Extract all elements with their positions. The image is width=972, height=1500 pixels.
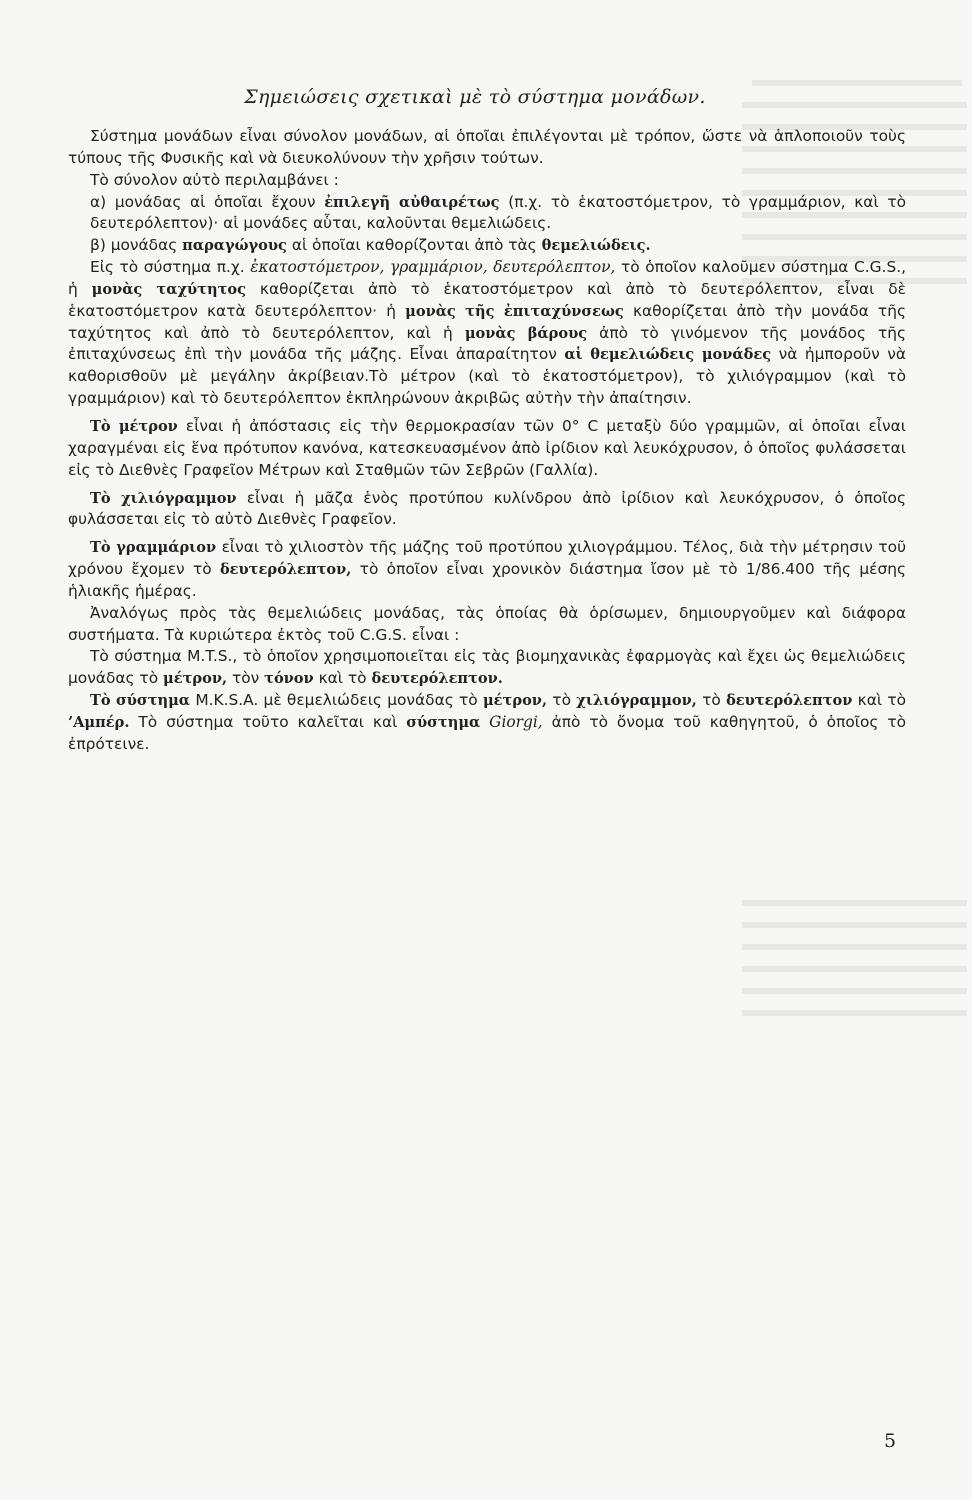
paragraph-derived-units: β) μονάδας παραγώγους αἱ ὁποῖαι καθορίζονται ἀπὸ τὰς θεμελιώδεις. [90, 236, 651, 255]
paragraph-metre: Τὸ μέτρον εἶναι ἡ ἀπόστασις εἰς τὴν θερμοκρασίαν τῶν 0° C μεταξὺ δύο γραμμῶν, αἱ ὁποῖαι εἶναι χαραγμέναι εἰς ἕνα πρότυπον κανόνα, κατεσκευασμένον ἀπὸ ἰρίδιον καὶ λευκόχρυσον, ὁ ὁποῖος φυλάσσεται εἰς τὸ Διεθνὲς Γραφεῖον Μέτρων καὶ Σταθμῶν τῶν Σεβρῶν (Γαλλία). [68, 416, 906, 479]
paragraph-gram: Τὸ γραμμάριον εἶναι τὸ χιλιοστὸν τῆς μάζης τοῦ προτύπου χιλιογράμμου. Τέλος, διὰ τὴν μέτρησιν τοῦ χρόνου ἔχομεν τὸ δευτερόλεπτον, τὸ ὁποῖον εἶναι χρονικὸν διάστημα ἴσον μὲ τὸ 1/86.400 τῆς μέσης ἡλιακῆς ἡμέρας. [68, 538, 907, 600]
paragraph-fundamental-units: α) μονάδας αἱ ὁποῖαι ἔχουν ἐπιλεγῆ αὐθαιρέτως (π.χ. τὸ ἑκατοστόμετρον, τὸ γραμμάριον, καὶ τὸ δευτερόλεπτον)· αἱ μονάδες αὗται, καλοῦνται θεμελιώδεις. [90, 192, 907, 233]
page-title: Σημειώσεις σχετικαὶ μὲ τὸ σύστημα μονάδων. [244, 86, 706, 108]
page-number: 5 [884, 1430, 897, 1452]
paragraph-other-systems: Ἀναλόγως πρὸς τὰς θεμελιώδεις μονάδας, τὰς ὁποίας θὰ ὁρίσωμεν, δημιουργοῦμεν καὶ διάφορα συστήματα. Τὰ κυριώτερα ἐκτὸς τοῦ C.G.S. εἶναι : [68, 603, 906, 644]
paragraph-includes: Τὸ σύνολον αὐτὸ περιλαμβάνει : [90, 170, 339, 189]
paragraph-mts-system: Τὸ σύστημα M.T.S., τὸ ὁποῖον χρησιμοποιεῖται εἰς τὰς βιομηχανικὰς ἐφαρμογὰς καὶ ἔχει ὡς θεμελιώδεις μονάδας τὸ μέτρον, τὸν τόνον καὶ τὸ δευτερόλεπτον. [68, 647, 906, 688]
paragraph-mksa-system: Τὸ σύστημα M.K.S.A. μὲ θεμελιώδεις μονάδας τὸ μέτρον, τὸ χιλιόγραμμον, τὸ δευτερόλεπτον καὶ τὸ ’Αμπέρ. Τὸ σύστημα τοῦτο καλεῖται καὶ σύστημα Giorgi, ἀπὸ τὸ ὄνομα τοῦ καθηγητοῦ, ὁ ὁποῖος τὸ ἐπρότεινε. [68, 691, 907, 753]
paragraph-definition: Σύστημα μονάδων εἶναι σύνολον μονάδων, αἱ ὁποῖαι ἐπιλέγονται μὲ τρόπον, ὥστε νὰ ἁπλοποιοῦν τοὺς τύπους τῆς Φυσικῆς καὶ νὰ διευκολύνουν τὴν χρῆσιν τούτων. [68, 127, 906, 167]
paragraph-kilogram: Τὸ χιλιόγραμμον εἶναι ἡ μᾶζα ἑνὸς προτύπου κυλίνδρου ἀπὸ ἰρίδιον καὶ λευκόχρυσον, ὁ ὁποῖος φυλάσσεται εἰς τὸ αὐτὸ Διεθνὲς Γραφεῖον. [68, 488, 907, 529]
body-text [68, 126, 906, 756]
paragraph-cgs-system: Εἰς τὸ σύστημα π.χ. ἑκατοστόμετρον, γραμμάριον, δευτερόλεπτον, τὸ ὁποῖον καλοῦμεν σύστημα C.G.S., ἡ μονὰς ταχύτητος καθορίζεται ἀπὸ τὸ ἑκατοστόμετρον καὶ ἀπὸ τὸ δευτερόλεπτον, εἶναι δὲ ἑκατοστόμετρον κατὰ δευτερόλεπτον· ἡ μονὰς τῆς ἐπιταχύνσεως καθορίζεται ἀπὸ τὴν μονάδα τῆς ταχύτητος καὶ ἀπὸ τὸ δευτερόλεπτον, καὶ ἡ μονὰς βάρους ἀπὸ τὸ γινόμενον τῆς μονάδος τῆς ἐπιταχύνσεως ἐπὶ τὴν μονάδα τῆς μάζης. Εἶναι ἀπαραίτητον αἱ θεμελιώδεις μονάδες νὰ ἠμποροῦν νὰ καθορισθοῦν μὲ μεγάλην ἀκρίβειαν.Τὸ μέτρον (καὶ τὸ ἑκατοστόμετρον), τὸ χιλιόγραμμον (καὶ τὸ γραμμάριον) καὶ τὸ δευτερόλεπτον ἐκπληρώνουν ἀκριβῶς αὐτὴν τὴν ἀπαίτησιν. [68, 258, 907, 408]
